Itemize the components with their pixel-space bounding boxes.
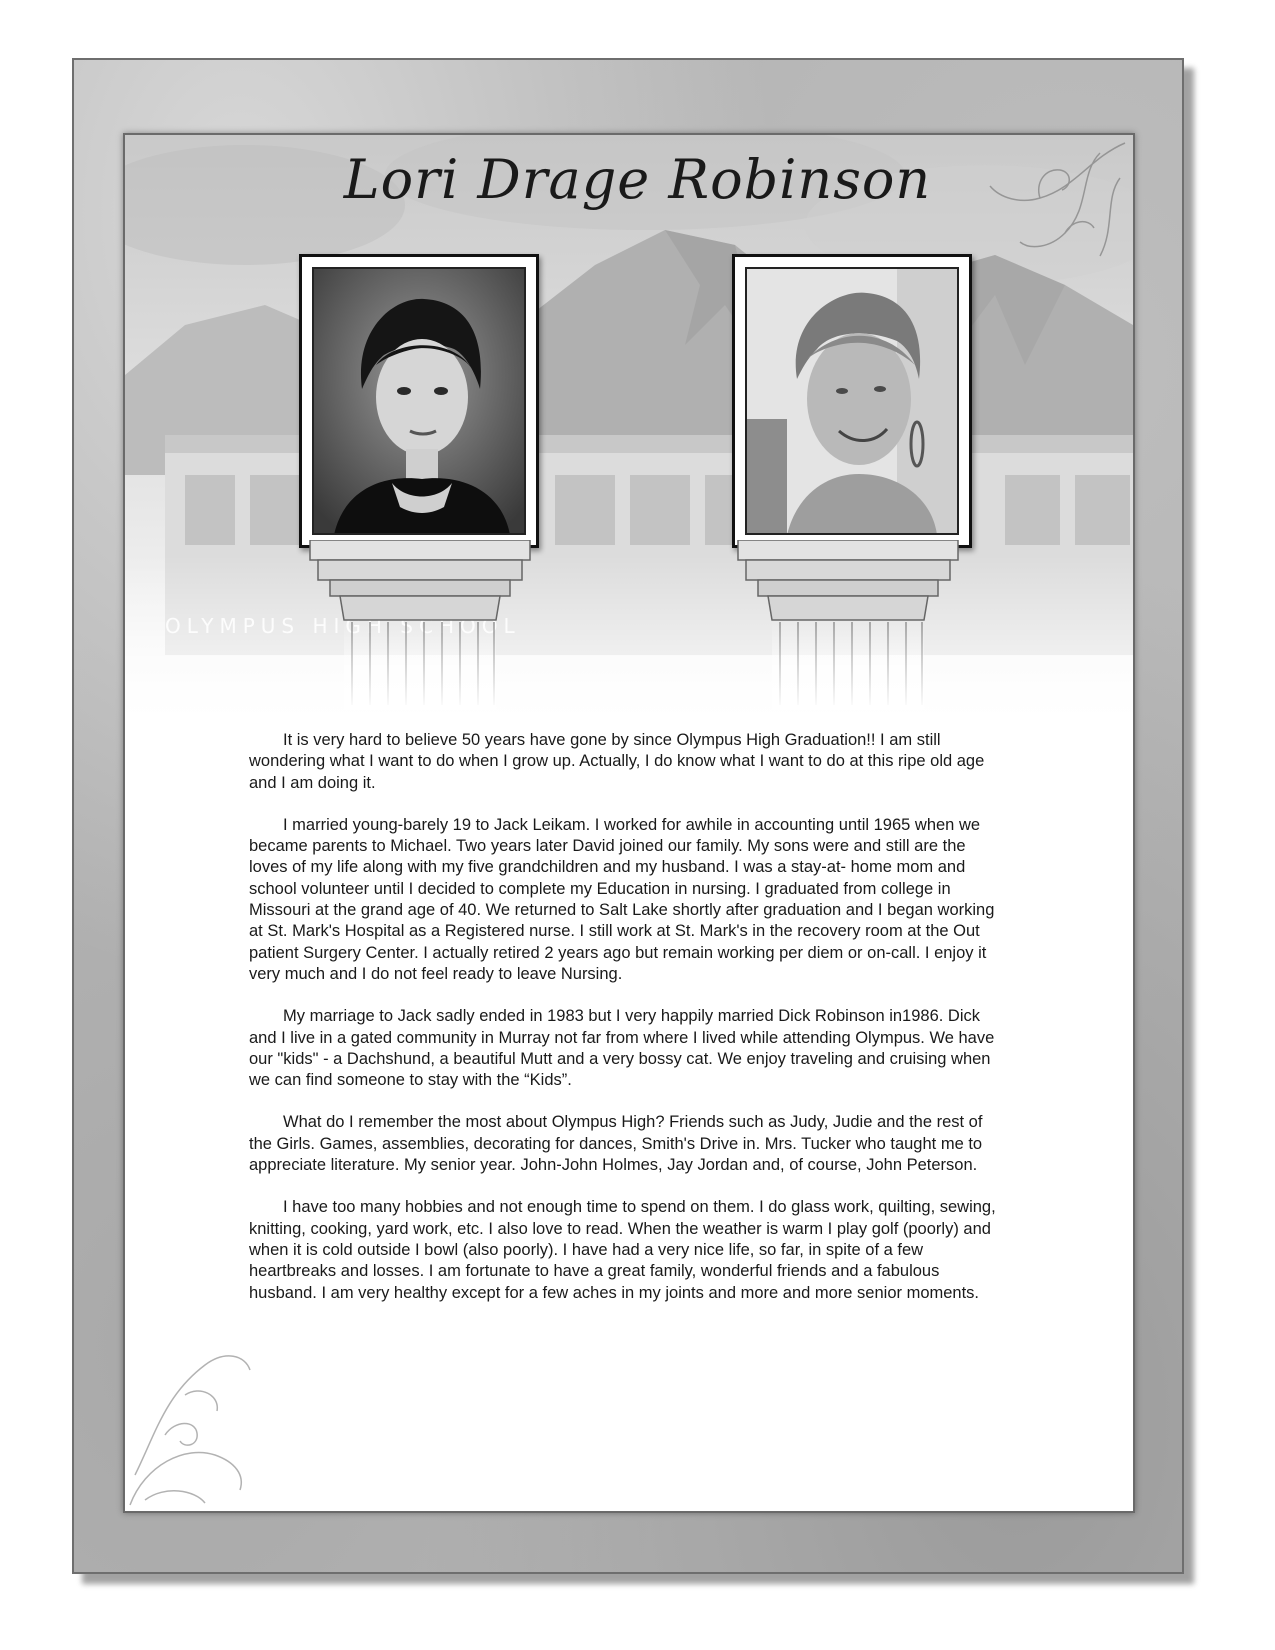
yearbook-portrait-image — [314, 269, 526, 535]
bio-paragraph: My marriage to Jack sadly ended in 1983 but I very happily married Dick Robinson in1986. Dick and I live in a gated community in Murray not far from where I lived while attending Olympus. We have our "kids" - a Dachshund, a beautiful Mutt and a very bossy cat. We enjoy traveling and cruising when we can find someone to stay with the “Kids”. — [249, 1007, 995, 1090]
yearbook-photo-frame — [299, 254, 539, 548]
page-title: Lori Drage Robinson — [343, 148, 932, 211]
bio-paragraph: I married young-barely 19 to Jack Leikam. I worked for awhile in accounting until 1965 when we became parents to Michael. Two years later David joined our family. My sons were and still are the loves of my life along with my five grandchildren and my husband. I was a stay-at- home mom and school volunteer until I decided to complete my Education in nursing. I graduated from college in Missouri at the grand age of 40. We returned to Salt Lake shortly after graduation and I began working at St. Mark's Hospital as a Registered nurse. I still work at St. Mark's in the recovery room at the Out patient Surgery Center. I actually retired 2 years ago but remain working per diem or on-call. I enjoy it very much and I do not feel ready to leave Nursing. — [249, 815, 995, 983]
bio-paragraph: What do I remember the most about Olympus High? Friends such as Judy, Judie and the rest of the Girls. Games, assemblies, decorating for dances, Smith's Drive in. Mrs. Tucker who taught me to appreciate literature. My senior year. John-John Holmes, Jay Jordan and, of course, John Peterson. — [249, 1113, 983, 1175]
flourish-bottom-left — [125, 1325, 265, 1510]
bio-paragraph: I have too many hobbies and not enough time to spend on them. I do glass work, quilting, sewing, knitting, cooking, yard work, etc. I also love to read. When the weather is warm I play golf (poorly) and when it is cold outside I bowl (also poorly). I have had a very nice life, so far, in spite of a few heartbreaks and losses. I am fortunate to have a great family, wonderful friends and a fabulous husband. I am very healthy except for a few aches in my joints and more and more senior moments. — [249, 1198, 996, 1302]
left-pillar — [300, 540, 540, 710]
biography-text — [249, 730, 1004, 1325]
bio-paragraph: It is very hard to believe 50 years have gone by since Olympus High Graduation!! I am still wondering what I want to do when I grow up. Actually, I do know what I want to do at this ripe old age and I am doing it. — [249, 731, 985, 792]
current-portrait-image — [747, 269, 959, 535]
current-photo-frame — [732, 254, 972, 548]
right-pillar — [728, 540, 968, 710]
